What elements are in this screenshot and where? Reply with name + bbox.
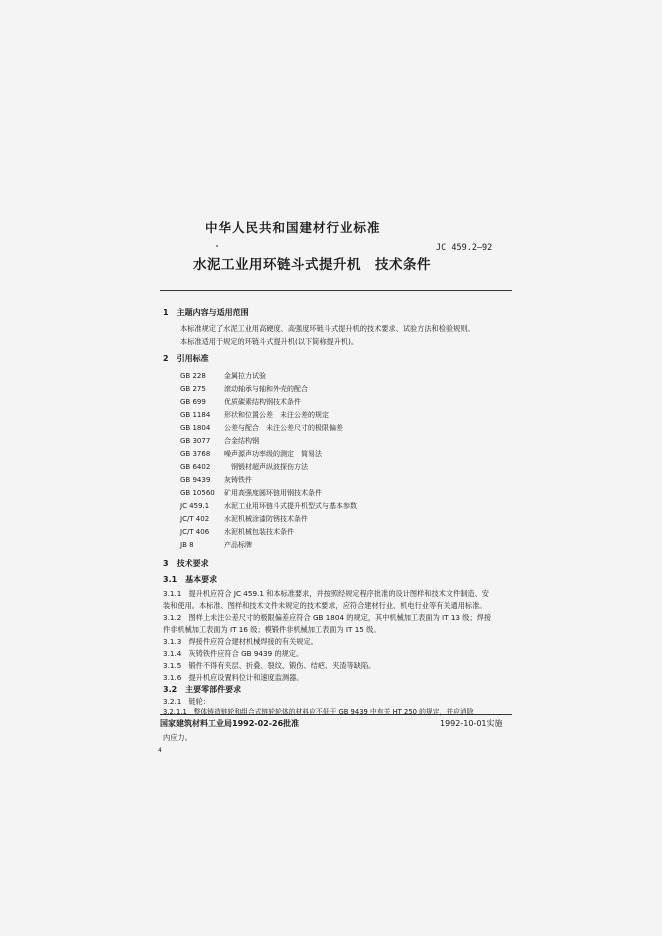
clause-3-1-5: 3.1.5 锻件不得有夹层、折叠、裂纹、锻伤、结疤、夹渣等缺陷。	[163, 661, 376, 670]
reference-item	[180, 386, 308, 393]
reference-title: 灰铸铁件	[224, 476, 252, 484]
reference-title: 水泥机械包装技术条件	[224, 528, 294, 536]
reference-code: GB 1804	[180, 424, 211, 432]
section-3-1-heading: 3.1 基本要求	[163, 575, 218, 584]
reference-code: GB 3768	[180, 450, 211, 458]
section-3-heading: 3 技术要求	[163, 559, 209, 568]
reference-code: GB 3077	[180, 437, 211, 445]
reference-item	[180, 425, 343, 432]
clause-3-1-2-line-1: 3.1.2 图样上未注公差尺寸的极限偏差应符合 GB 1804 的规定，其中机械加工表面为 IT 13 级；焊接	[163, 613, 492, 622]
reference-item	[180, 529, 294, 536]
reference-code: JC/T 402	[180, 515, 210, 523]
clause-3-1-1-line-1: 3.1.1 提升机应符合 JC 459.1 和本标准要求，并按照经规定程序批准的设计图样和技术文件制造、安	[163, 589, 489, 598]
reference-title: 公差与配合 未注公差尺寸的极限偏差	[224, 424, 343, 432]
reference-title: 优质碳素结构钢技术条件	[224, 398, 301, 406]
reference-code: JC 459.1	[180, 502, 210, 510]
page-number: 4	[158, 747, 162, 754]
reference-title: 噪声源声功率级的测定 简易法	[224, 450, 322, 458]
clause-3-1-6: 3.1.6 提升机应设置料位计和速度监测器。	[163, 673, 304, 682]
clause-3-1-2-line-2: 件非机械加工表面为 IT 16 级；模锻件非机械加工表面为 IT 15 级。	[163, 625, 381, 634]
section-1-paragraph-1: 本标准规定了水泥工业用高硬度、高强度环链斗式提升机的技术要求、试验方法和检验规则。	[180, 324, 475, 333]
standard-number: JC 459.2—92	[436, 243, 493, 253]
reference-item	[180, 412, 329, 419]
header-rule	[160, 290, 512, 291]
reference-item	[180, 464, 308, 471]
section-2-heading: 2 引用标准	[163, 354, 209, 363]
effective-statement: 1992-10-01实施	[440, 719, 503, 728]
section-1-heading: 1 主题内容与适用范围	[163, 308, 249, 317]
reference-item	[180, 373, 266, 380]
reference-title: 水泥机械涂漆防锈技术条件	[224, 515, 308, 523]
reference-code: JC/T 406	[180, 528, 210, 536]
reference-code: GB 9439	[180, 476, 211, 484]
footer-rule	[160, 714, 512, 715]
reference-title: 滚动轴承与轴和外壳的配合	[224, 385, 308, 393]
clause-3-2-1: 3.2.1 链轮：	[163, 697, 211, 706]
clause-3-2-1-1-line-1: 3.2.1.1 整体铸造链轮和组合式链轮轮体的材料应不低于 GB 9439 中有关 HT 250 的规定，并应消除	[163, 708, 474, 716]
approval-statement: 国家建筑材料工业局1992-02-26批准	[160, 719, 300, 728]
reference-item	[180, 542, 252, 549]
reference-code: GB 228	[180, 372, 206, 380]
reference-title: 金属拉力试验	[224, 372, 266, 380]
reference-code: GB 699	[180, 398, 206, 406]
section-3-2-heading: 3.2 主要零部件要求	[163, 685, 242, 694]
section-1-paragraph-2: 本标准适用于规定的环链斗式提升机(以下简称提升机)。	[180, 337, 359, 346]
reference-item	[180, 451, 322, 458]
clause-3-1-1-line-2: 装和使用。本标准、图样和技术文件未规定的技术要求，应符合建材行业、机电行业等有关通用标准。	[163, 601, 487, 610]
reference-code: JB 8	[180, 541, 194, 549]
reference-code: GB 275	[180, 385, 206, 393]
reference-code: GB 10560	[180, 489, 215, 497]
standard-organization: 中华人民共和国建材行业标准	[205, 220, 381, 235]
reference-title: 合金结构钢	[224, 437, 259, 445]
document-title: 水泥工业用环链斗式提升机 技术条件	[193, 257, 431, 273]
clause-3-1-4: 3.1.4 灰铸铁件应符合 GB 9439 的规定。	[163, 649, 304, 658]
reference-item	[180, 490, 322, 497]
clause-3-2-1-1-line-2: 内应力。	[163, 733, 192, 742]
reference-title: 水泥工业用环链斗式提升机型式与基本参数	[224, 502, 357, 510]
reference-title: 产品标牌	[224, 541, 252, 549]
reference-item	[180, 503, 357, 510]
reference-title: 形状和位置公差 未注公差的规定	[224, 411, 329, 419]
reference-title: 矿用高强度圆环链用钢技术条件	[224, 489, 322, 497]
reference-title: 钢锻材超声纵波探伤方法	[224, 463, 308, 471]
scan-speck	[216, 245, 218, 247]
reference-code: GB 6402	[180, 463, 211, 471]
clause-3-1-3: 3.1.3 焊接件应符合建材机械焊接的有关规定。	[163, 637, 318, 646]
reference-item	[180, 477, 252, 484]
reference-code: GB 1184	[180, 411, 211, 419]
reference-item	[180, 438, 259, 445]
reference-item	[180, 516, 308, 523]
reference-item	[180, 399, 301, 406]
